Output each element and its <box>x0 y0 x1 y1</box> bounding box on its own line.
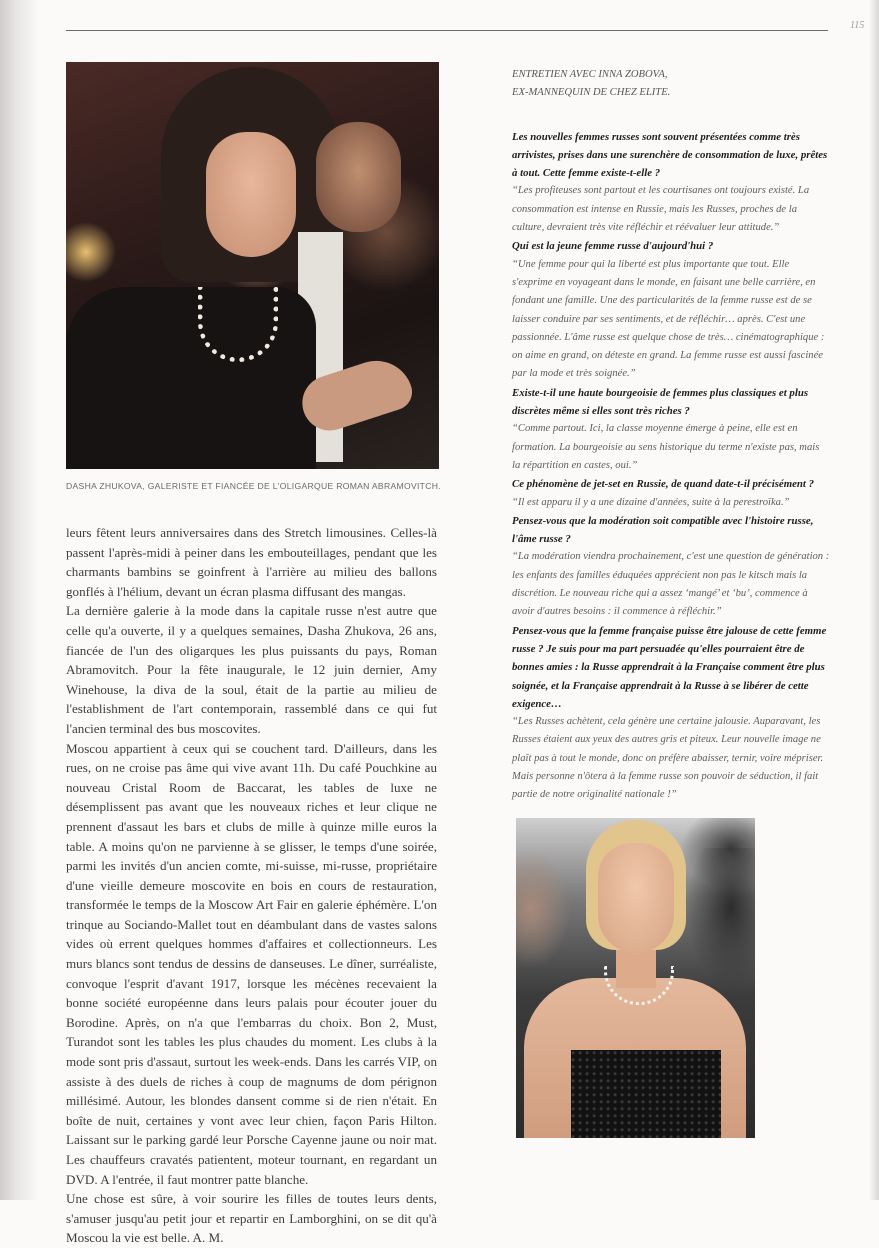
article-body <box>66 523 437 1248</box>
body-paragraph: Moscou appartient à ceux qui se couchent tard. D'ailleurs, dans les rues, on ne croise pas âme qui vive avant 11h. Du café Pouchkine au nouveau Cristal Room de Baccarat, les tables de luxe ne désemplissent pas avant que les nouveaux riches et leur clique ne prennent d'assaut les bars et clubs de mille à quinze mille euros la table. A moins qu'on ne parvienne à se glisser, le temps d'une soirée, parmi les invités d'un ancien comte, mi-suisse, mi-russe, propriétaire d'une vieille demeure moscovite en bois en cours de restauration, transformée le temps de la Moscow Art Fair en galerie éphémère. L'on trinque au Sociando-Mallet tout en déambulant dans de vastes salons vides où errent quelques hommes d'affaires et collectionneurs. Les murs blancs sont tendus de dessins de danseuses. Le dîner, surréaliste, convoque l'esprit d'avant 1917, lorsque les mécènes recevaient la bonne société européenne dans leurs palais pour écouter jouer du Borodine. Après, on n'a que l'embarras du choix. Bon 2, Must, Turandot sont les tables les plus chaudes du moment. Les clubs à la mode sont pris d'assaut, surtout les week-ends. Dans les carrés VIP, on assiste à des duels de riches à coup de magnums de dom pérignon millésimé. Autour, les blondes dansent comme si de rien n'était. En boîte de nuit, certaines y vont avec leur chien, façon Paris Hilton. Laissant sur le parking gardé leur Porsche Cayenne jaune ou noir mat. Les chauffeurs cravatés patientent, moteur tournant, en regardant un DVD. A l'entrée, il faut montrer patte blanche. <box>66 740 437 1187</box>
interview-question: Les nouvelles femmes russes sont souvent présentées comme très arrivistes, prises dans une surenchère de consommation de luxe, prêtes à tout. Cette femme existe-t-elle ? <box>512 130 828 180</box>
photo-dress <box>571 1050 721 1138</box>
interview-question: Qui est la jeune femme russe d'aujourd'hui ? <box>512 240 714 253</box>
photo-inna-zobova <box>516 818 755 1138</box>
page-number: 115 <box>850 20 865 31</box>
photo-face <box>598 843 674 953</box>
photo-dasha-zhukova <box>66 62 439 469</box>
photo-caption: DASHA ZHUKOVA, GALERISTE ET FIANCÉE DE L'OLIGARQUE ROMAN ABRAMOVITCH. <box>66 481 441 491</box>
photo-face <box>206 132 296 257</box>
interview-sidebar <box>512 66 830 805</box>
body-paragraph: Une chose est sûre, à voir sourire les filles de toutes leurs dents, s'amuser jusqu'au petit jour et repartir en Lamborghini, on se dit qu'à Moscou la vie est belle. A. M. <box>66 1191 437 1246</box>
interview-question: Ce phénomène de jet-set en Russie, de quand date-t-il précisément ? <box>512 478 814 491</box>
interview-heading-line: EX-MANNEQUIN DE CHEZ ELITE. <box>512 87 671 99</box>
interview-answer: “Les profiteuses sont partout et les courtisanes ont toujours existé. La consommation est intense en Russie, mais les Russes, proches de la culture, devraient très vite réfléchir et réévaluer leur attitude.” <box>512 185 810 234</box>
interview-question: Pensez-vous que la femme française puisse être jalouse de cette femme russe ? Je suis pour ma part persuadée qu'elles pourraient être de bonnes amies : la Russe apprendrait à la Française comment être plus soignée, et la Française apprendrait à la Russe à se libérer de cette exigence… <box>512 624 827 710</box>
interview-heading <box>512 66 830 103</box>
body-paragraph: leurs fêtent leurs anniversaires dans des Stretch limousines. Celles-là passent l'après-midi à peiner dans les embouteillages, pendant que les charmants bambins se goinfrent à l'arrière au milieu des ballons gonflés à l'hélium, devant un écran plasma diffusant des mangas. <box>66 525 437 599</box>
interview-question: Existe-t-il une haute bourgeoisie de femmes plus classiques et plus discrètes même si elles sont très riches ? <box>512 386 809 418</box>
page-gutter-shadow <box>0 0 40 1200</box>
photo-man-face <box>316 122 401 232</box>
interview-answer: “Il est apparu il y a une dizaine d'années, suite à la perestroïka.” <box>512 496 790 508</box>
interview-answer: “Comme partout. Ici, la classe moyenne émerge à peine, elle est en formation. La bourgeoisie au sens historique du terme n'existe pas, mais la répartition en castes, oui.” <box>512 423 820 471</box>
photo-jacket <box>66 287 316 469</box>
interview-question: Pensez-vous que la modération soit compatible avec l'histoire russe, l'âme russe ? <box>512 514 814 546</box>
page-edge-shadow <box>869 0 879 1200</box>
interview-answer: “Les Russes achètent, cela génère une certaine jalousie. Auparavant, les Russes étaient aux yeux des autres gris et piteux. Leur nouvelle image ne plaît pas à tout le monde, donc on préfère abaisser, ternir, voire mépriser. Mais personne n'ôtera à la femme russe son pouvoir de séduction, il fait partie de notre originalité nationale !” <box>512 716 824 801</box>
interview-answer: “La modération viendra prochainement, c'est une question de génération : les enfants des familles éduquées apprécient non pas le kitsch mais la discrétion. Le nouveau riche qui a assez ‘mangé’ et ‘bu’, commence à avoir d'autres besoins : il commence à réfléchir.” <box>512 551 830 618</box>
header-rule <box>66 30 828 31</box>
interview-heading-line: ENTRETIEN AVEC INNA ZOBOVA, <box>512 69 668 80</box>
body-paragraph: La dernière galerie à la mode dans la capitale russe n'est autre que celle qu'a ouverte, il y a quelques semaines, Dasha Zhukova, 26 ans, fiancée de l'un des oligarques les plus puissants du pays, Roman Abramovitch. Pour la fête inaugurale, le 12 juin dernier, Amy Winehouse, la diva de la soul, était de la partie au milieu de l'establishment de l'art contemporain, rassemblé dans ce qui fut l'ancien terminal des bus moscovites. <box>66 603 437 736</box>
interview-answer: “Une femme pour qui la liberté est plus importante que tout. Elle s'exprime en voyageant dans le monde, en faisant une belle carrière, en fondant une famille. Une des particularités de la femme russe est de se laisser conduire par ses sentiments, et de réfléchir… après. C'est une passionnée. L'âme russe est quelque chose de très… cinématographique : on aime en grand, on déteste en grand. La femme russe est aussi fascinée par la mode et très soignée.” <box>512 258 825 380</box>
